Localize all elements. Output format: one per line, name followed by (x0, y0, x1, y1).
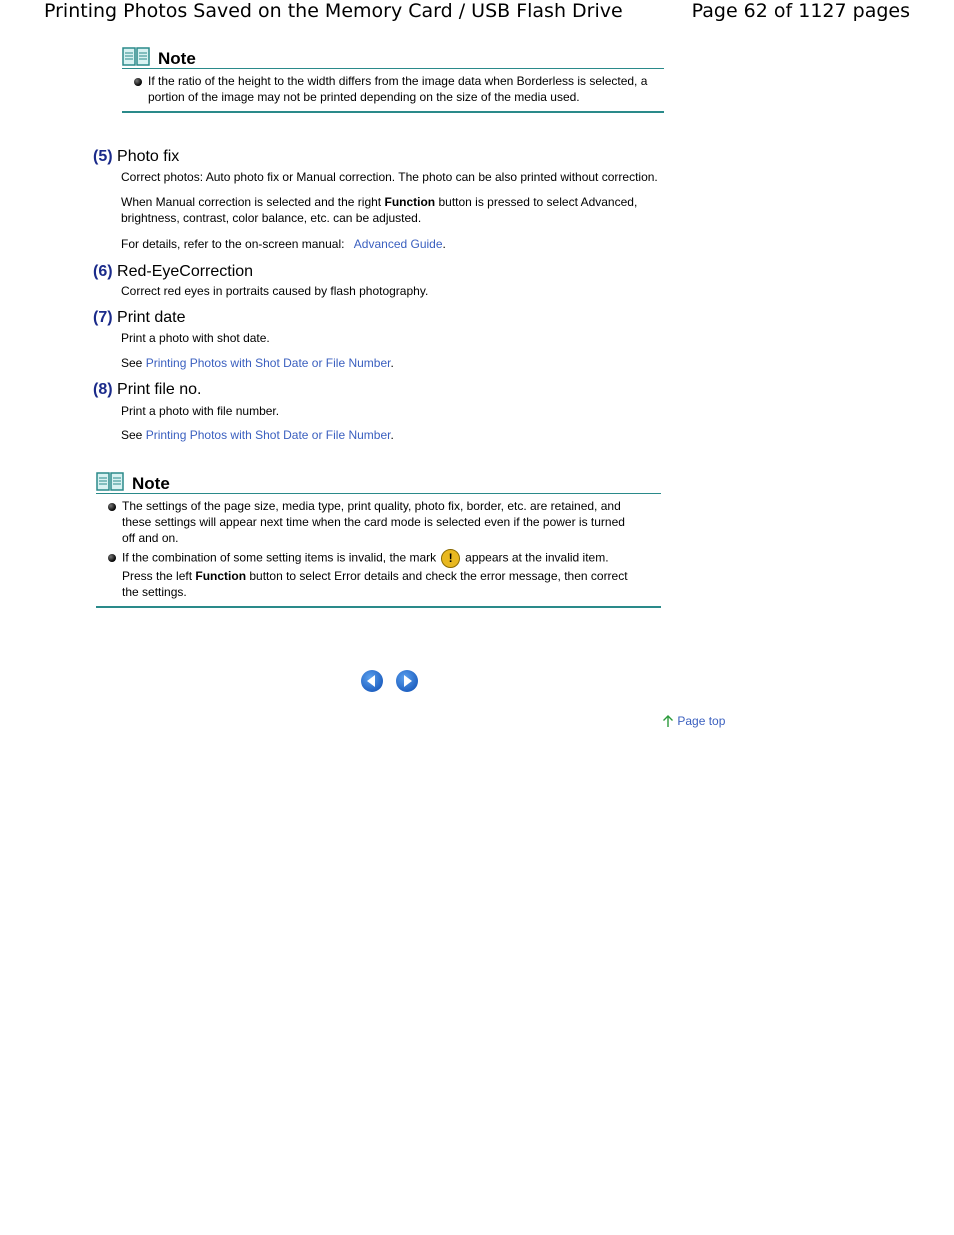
shot-date-link[interactable]: Printing Photos with Shot Date or File Number (145, 356, 391, 370)
note-box-2 (96, 468, 661, 608)
note-body (122, 73, 664, 113)
next-page-icon (396, 670, 418, 692)
note-bullet (122, 73, 664, 105)
advanced-guide-link[interactable]: Advanced Guide (353, 237, 443, 251)
section-number: (8) (93, 381, 113, 398)
section-text (121, 236, 721, 252)
section-heading (93, 381, 202, 399)
section-text (121, 194, 681, 226)
section-number: (5) (93, 148, 113, 165)
page-title: Printing Photos Saved on the Memory Card / USB Flash Drive (44, 0, 623, 22)
section-text: Print a photo with shot date. (121, 331, 270, 345)
text-fragment: See (121, 356, 143, 370)
previous-page-icon (361, 670, 383, 692)
page-info: Page 62 of 1127 pages (691, 0, 910, 22)
section-heading (93, 148, 179, 166)
text-fragment: . (390, 356, 394, 370)
note-bullet (96, 498, 641, 546)
note-header (122, 43, 664, 69)
text-fragment: appears at the invalid item. (465, 550, 609, 565)
section-text: Print a photo with file number. (121, 404, 280, 418)
section-heading (93, 263, 253, 281)
section-number: (6) (93, 263, 113, 280)
note-title: Note (158, 49, 196, 68)
note-book-icon (122, 46, 150, 68)
warning-icon: ! (441, 549, 460, 568)
note-bullet-text: If the ratio of the height to the width differs from the image data when Borderless is selected, a portion of the image may not be printed depending on the size of the media used. (148, 74, 648, 104)
note-bullet (96, 549, 641, 600)
next-page-button[interactable] (396, 670, 418, 692)
text-fragment: See (121, 428, 143, 442)
section-title: Print file no. (117, 381, 202, 398)
function-label: Function (195, 569, 247, 583)
text-fragment: button to select Error details and check the error message, then correct the settings. (122, 569, 628, 599)
bullet-icon (108, 503, 116, 511)
section-text: Correct red eyes in portraits caused by flash photography. (121, 284, 429, 298)
section-number: (7) (93, 309, 113, 326)
section-title: Red-EyeCorrection (117, 263, 254, 280)
text-fragment: . (442, 237, 446, 251)
section-title: Print date (117, 309, 186, 326)
text-fragment: . (390, 428, 394, 442)
text-fragment: button is pressed to select Advanced, brightness, contrast, color balance, etc. can be adjusted. (121, 195, 638, 225)
function-label: Function (384, 195, 436, 209)
text-fragment: When Manual correction is selected and the right (121, 195, 382, 209)
text-fragment: For details, refer to the on-screen manual: (121, 237, 345, 251)
page-top-link[interactable] (662, 714, 725, 728)
note-title: Note (132, 474, 170, 493)
section-text (121, 427, 721, 443)
page-top-label: Page top (677, 714, 726, 728)
note-body (96, 498, 661, 608)
section-text (121, 355, 721, 371)
note-book-icon (96, 471, 124, 493)
previous-page-button[interactable] (361, 670, 383, 692)
note-header (96, 468, 661, 494)
section-heading (93, 309, 186, 327)
bullet-icon (134, 78, 142, 86)
bullet-icon (108, 554, 116, 562)
up-arrow-icon (662, 714, 674, 728)
note-box-1 (122, 43, 664, 113)
note-bullet-text: The settings of the page size, media type, print quality, photo fix, border, etc. are retained, and these settings will appear next time when the card mode is selected even if the power is turned off and on. (122, 499, 625, 545)
file-number-link[interactable]: Printing Photos with Shot Date or File Number (145, 428, 391, 442)
section-title: Photo fix (117, 148, 180, 165)
section-text: Correct photos: Auto photo fix or Manual correction. The photo can be also printed without correction. (121, 170, 658, 184)
text-fragment: If the combination of some setting items is invalid, the mark (122, 550, 437, 565)
text-fragment: Press the left (122, 569, 193, 583)
